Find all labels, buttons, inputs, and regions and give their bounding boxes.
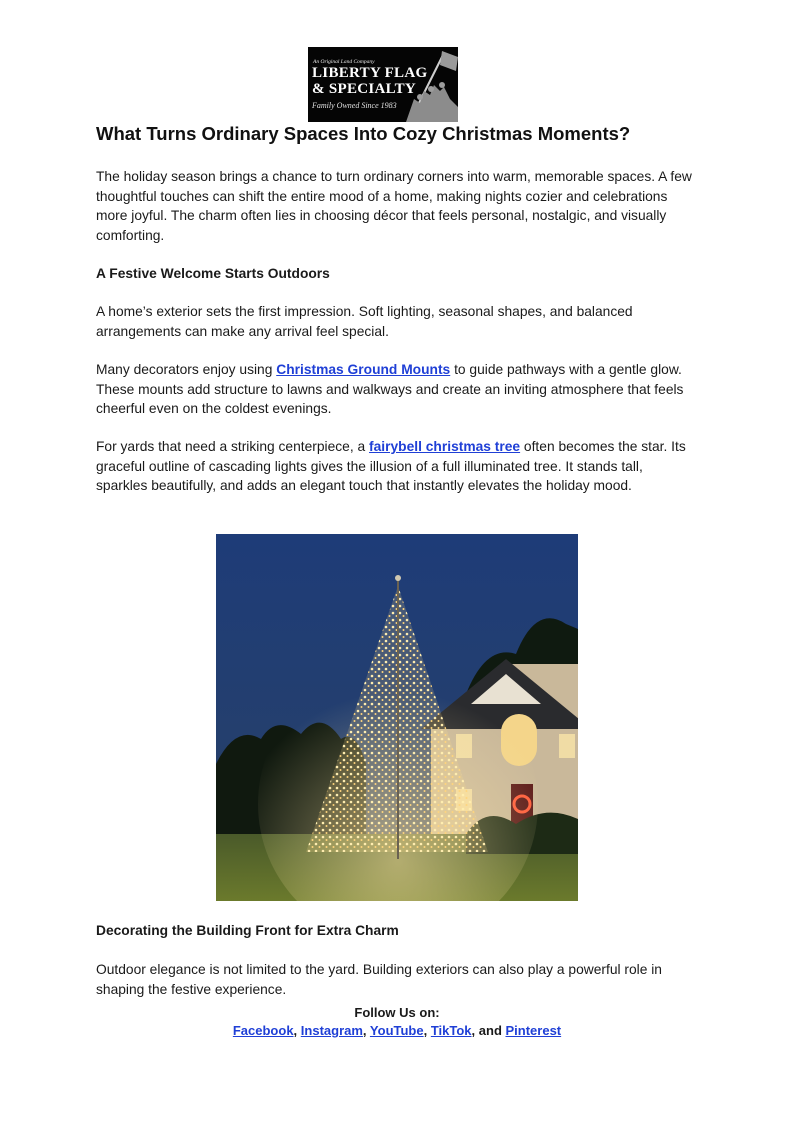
separator-and: , and bbox=[471, 1023, 506, 1038]
text-run: to guide pathways with a gentle glow. These mounts add structure to lawns and walkways and create an inviting atmosphere that feels cheerful even on the coldest evenings. bbox=[96, 362, 684, 417]
section-heading-outdoors: A Festive Welcome Starts Outdoors bbox=[96, 266, 330, 281]
building-front-paragraph: Outdoor elegance is not limited to the yard. Building exteriors can also play a powerful role in shaping the festive experience. bbox=[96, 962, 662, 997]
fairybell-paragraph bbox=[96, 437, 698, 496]
intro-paragraph: The holiday season brings a chance to turn ordinary corners into warm, memorable spaces. A few thoughtful touches can shift the entire mood of a home, making nights cozier and celebrations more joyful. The charm often lies in choosing décor that feels personal, nostalgic, and visually comforting. bbox=[96, 169, 692, 243]
pinterest-link[interactable]: Pinterest bbox=[505, 1023, 562, 1038]
logo-line-1: LIBERTY FLAG bbox=[312, 65, 428, 81]
follow-us-label: Follow Us on: bbox=[354, 1005, 440, 1020]
fairybell-christmas-tree-link[interactable]: fairybell christmas tree bbox=[369, 439, 521, 454]
tiktok-link[interactable]: TikTok bbox=[430, 1023, 472, 1038]
logo-since: Family Owned Since 1983 bbox=[312, 101, 397, 110]
text-run: often becomes the star. Its graceful outline of cascading lights gives the illusion of a full illuminated tree. It stands tall, sparkles beautifully, and adds an elegant touch that instantly elevates the holiday mood. bbox=[96, 439, 686, 494]
exterior-paragraph: A home’s exterior sets the first impression. Soft lighting, seasonal shapes, and balanced arrangements can make any arrival feel special. bbox=[96, 304, 633, 339]
company-logo[interactable] bbox=[308, 47, 458, 122]
separator: , bbox=[423, 1023, 431, 1038]
text-run: Many decorators enjoy using bbox=[96, 362, 277, 377]
logo-line-2: & SPECIALTY bbox=[312, 81, 417, 97]
section-heading-building-front: Decorating the Building Front for Extra Charm bbox=[96, 923, 399, 938]
text-run: For yards that need a striking centerpiece, a bbox=[96, 439, 370, 454]
page-title: What Turns Ordinary Spaces Into Cozy Christmas Moments? bbox=[96, 123, 631, 144]
christmas-ground-mounts-link[interactable]: Christmas Ground Mounts bbox=[276, 362, 451, 377]
separator: , bbox=[293, 1023, 301, 1038]
ground-mounts-paragraph bbox=[96, 360, 698, 419]
photo-illustration bbox=[216, 534, 578, 901]
facebook-link[interactable]: Facebook bbox=[232, 1023, 294, 1038]
logo-tagline: An Original Land Company bbox=[313, 59, 375, 65]
instagram-link[interactable]: Instagram bbox=[300, 1023, 363, 1038]
youtube-link[interactable]: YouTube bbox=[369, 1023, 424, 1038]
lit-tree-house-photo bbox=[216, 534, 578, 901]
social-links bbox=[0, 1023, 794, 1038]
separator: , bbox=[362, 1023, 370, 1038]
